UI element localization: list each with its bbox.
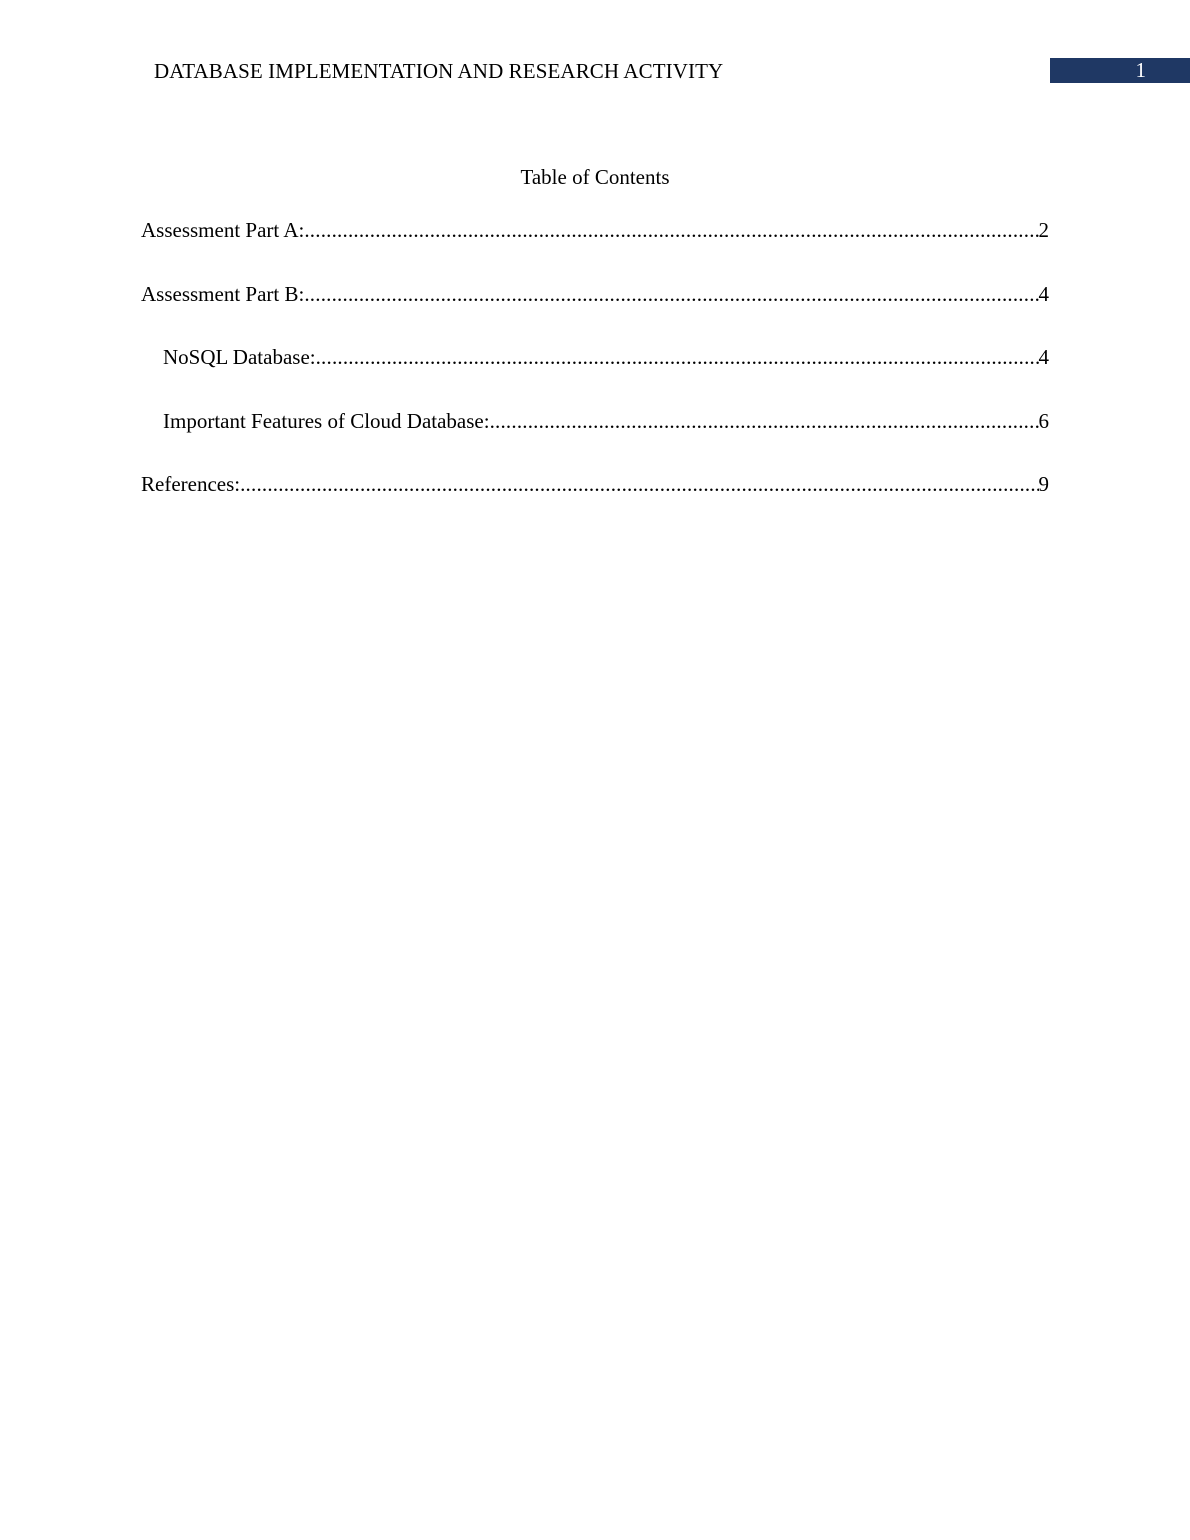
toc-entry-page: 6 xyxy=(1038,408,1049,433)
page-number-box xyxy=(1050,58,1190,83)
toc-entry-label: Important Features of Cloud Database: xyxy=(163,408,490,433)
toc-entry-references[interactable] xyxy=(141,470,1049,534)
toc-entry-nosql-database[interactable] xyxy=(141,343,1049,407)
running-head: DATABASE IMPLEMENTATION AND RESEARCH ACTIVITY xyxy=(154,59,724,83)
toc-entry-cloud-database-features[interactable] xyxy=(141,407,1049,471)
toc-entry-page: 9 xyxy=(1038,472,1049,496)
toc-entry-assessment-part-a[interactable] xyxy=(141,216,1049,280)
toc-entry-label: Assessment Part B: xyxy=(141,281,305,306)
toc-dot-leader xyxy=(240,470,1038,498)
toc-dot-leader xyxy=(304,280,1038,308)
toc-entry-page: 4 xyxy=(1038,281,1049,306)
toc-title: Table of Contents xyxy=(520,165,670,189)
toc-entry-assessment-part-b[interactable] xyxy=(141,280,1049,344)
toc-entry-label: NoSQL Database: xyxy=(163,345,316,369)
toc-dot-leader xyxy=(316,343,1039,371)
toc-dot-leader xyxy=(304,216,1038,244)
page-number: 1 xyxy=(1135,58,1146,82)
toc-entry-label: References: xyxy=(141,472,241,496)
toc-entry-page: 2 xyxy=(1038,218,1049,242)
table-of-contents xyxy=(141,216,1049,534)
toc-entry-label: Assessment Part A: xyxy=(141,218,305,242)
toc-entry-page: 4 xyxy=(1038,345,1049,369)
toc-dot-leader xyxy=(490,407,1039,435)
